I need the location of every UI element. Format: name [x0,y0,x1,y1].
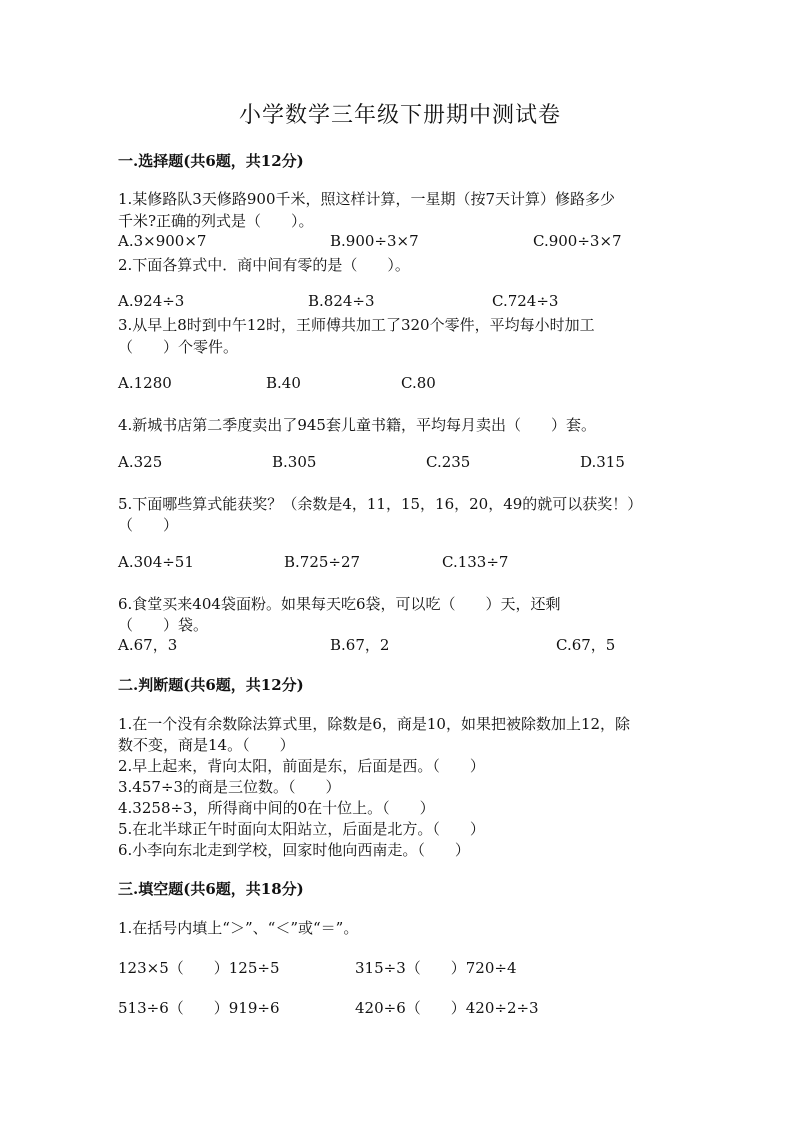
question-4-option-b: B.305 [272,453,317,471]
question-5-option-c: C.133÷7 [442,553,509,571]
section-heading-choice: 一.选择题(共6题，共12分) [118,152,304,170]
comparison-row-1-right: 315÷3（ ）720÷4 [355,959,517,977]
question-6-option-a: A.67，3 [118,636,178,654]
question-1-line-2: 千米?正确的列式是（ ）。 [118,212,314,230]
judgement-1-line-1: 1.在一个没有余数除法算式里，除数是6，商是10，如果把被除数加上12，除 [118,715,631,733]
fill-in-1-instruction: 1.在括号内填上“＞”、“＜”或“＝”。 [118,919,359,937]
judgement-3: 3.457÷3的商是三位数。（ ） [118,778,341,796]
question-2-line-1: 2.下面各算式中．商中间有零的是（ ）。 [118,256,410,274]
question-3-option-a: A.1280 [118,374,172,392]
page-title: 小学数学三年级下册期中测试卷 [238,103,561,128]
question-1-line-1: 1.某修路队3天修路900千米，照这样计算，一星期（按7天计算）修路多少 [118,190,616,208]
question-5-option-a: A.304÷51 [118,553,194,571]
question-5-line-1: 5.下面哪些算式能获奖？（余数是4，11，15，16，20，49的就可以获奖！） [118,495,643,513]
question-6-line-1: 6.食堂买来404袋面粉。如果每天吃6袋，可以吃（ ）天，还剩 [118,595,561,613]
section-heading-judgement: 二.判断题(共6题，共12分) [118,676,304,694]
question-3-line-1: 3.从早上8时到中午12时，王师傅共加工了320个零件，平均每小时加工 [118,316,595,334]
question-2-option-c: C.724÷3 [492,292,559,310]
judgement-6: 6.小李向东北走到学校，回家时他向西南走。（ ） [118,841,470,859]
question-1-option-a: A.3×900×7 [118,232,207,250]
comparison-row-2-right: 420÷6（ ）420÷2÷3 [355,999,539,1017]
comparison-row-1-left: 123×5（ ）125÷5 [118,959,280,977]
judgement-4: 4.3258÷3，所得商中间的0在十位上。（ ） [118,799,435,817]
question-4-option-c: C.235 [426,453,471,471]
question-2-option-b: B.824÷3 [308,292,375,310]
question-3-option-b: B.40 [266,374,301,392]
question-5-line-2: （ ） [118,516,179,534]
question-5-option-b: B.725÷27 [284,553,361,571]
question-1-option-b: B.900÷3×7 [330,232,419,250]
judgement-1-line-2: 数不变，商是14。（ ） [118,736,295,754]
question-1-option-c: C.900÷3×7 [533,232,622,250]
question-4-option-d: D.315 [580,453,625,471]
section-heading-fill-in: 三.填空题(共6题，共18分) [118,880,304,898]
question-6-option-c: C.67，5 [556,636,616,654]
question-3-option-c: C.80 [401,374,436,392]
question-4-line-1: 4.新城书店第二季度卖出了945套儿童书籍，平均每月卖出（ ）套。 [118,416,596,434]
question-3-line-2: （ ）个零件。 [118,338,239,356]
question-6-line-2: （ ）袋。 [118,616,209,634]
judgement-5: 5.在北半球正午时面向太阳站立，后面是北方。（ ） [118,820,485,838]
question-6-option-b: B.67，2 [330,636,390,654]
comparison-row-2-left: 513÷6（ ）919÷6 [118,999,280,1017]
question-2-option-a: A.924÷3 [118,292,185,310]
question-4-option-a: A.325 [118,453,163,471]
judgement-2: 2.早上起来，背向太阳，前面是东，后面是西。（ ） [118,757,485,775]
